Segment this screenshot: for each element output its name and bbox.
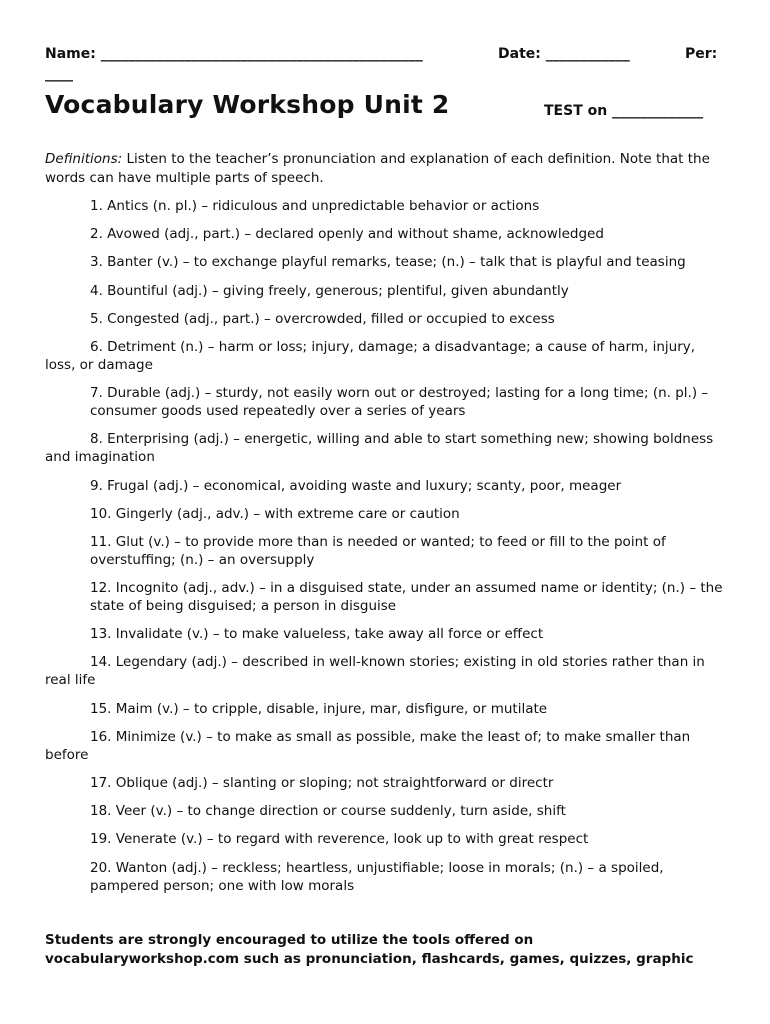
- page-title: Vocabulary Workshop Unit 2: [45, 90, 450, 119]
- instructions-text: Listen to the teacher’s pronunciation and explanation of each definition. Note that the words can have multiple parts of speech.: [45, 151, 710, 186]
- date-field-line: Date: ____________: [498, 46, 630, 62]
- definition-item: 6. Detriment (n.) – harm or loss; injury, damage; a disadvantage; a cause of harm, injury, loss, or damage: [45, 338, 696, 373]
- test-date-line: TEST on _____________: [544, 103, 704, 119]
- definition-item: 4. Bountiful (adj.) – giving freely, generous; plentiful, given abundantly: [90, 282, 569, 299]
- definition-item: 1. Antics (n. pl.) – ridiculous and unpredictable behavior or actions: [90, 198, 540, 214]
- definition-item: 19. Venerate (v.) – to regard with reverence, look up to with great respect: [90, 831, 589, 848]
- definition-item: 9. Frugal (adj.) – economical, avoiding waste and luxury; scanty, poor, meager: [90, 477, 622, 494]
- definition-item: 11. Glut (v.) – to provide more than is needed or wanted; to feed or fill to the point of overstuffing; (n.) – an oversupply: [90, 533, 666, 568]
- footer-note: Students are strongly encouraged to utilize the tools offered on vocabularyworkshop.com such as pronunciation, flashcards, games, quizzes, graphic: [45, 932, 694, 967]
- definition-list: [45, 197, 725, 905]
- instructions-paragraph: [45, 150, 725, 187]
- instructions-lead: Definitions:: [45, 151, 123, 167]
- definition-item: 18. Veer (v.) – to change direction or course suddenly, turn aside, shift: [90, 803, 566, 820]
- name-field-line: Name: ______________________________________________: [45, 46, 423, 62]
- definition-item: 17. Oblique (adj.) – slanting or sloping; not straightforward or directr: [90, 775, 554, 791]
- definition-item: 13. Invalidate (v.) – to make valueless, take away all force or effect: [90, 626, 544, 643]
- definition-item: 10. Gingerly (adj., adv.) – with extreme care or caution: [90, 505, 460, 522]
- definition-item: 5. Congested (adj., part.) – overcrowded, filled or occupied to excess: [90, 310, 555, 327]
- definition-item: 15. Maim (v.) – to cripple, disable, injure, mar, disfigure, or mutilate: [90, 700, 548, 717]
- definition-item: 16. Minimize (v.) – to make as small as possible, make the least of; to make smaller than before: [45, 728, 691, 763]
- definition-item: 20. Wanton (adj.) – reckless; heartless, unjustifiable; loose in morals; (n.) – a spoiled, pampered person; one with low morals: [90, 859, 664, 894]
- period-label: Per:: [685, 46, 718, 62]
- definition-item: 14. Legendary (adj.) – described in well-known stories; existing in old stories rather than in real life: [45, 654, 705, 689]
- definition-item: 2. Avowed (adj., part.) – declared openly and without shame, acknowledged: [90, 226, 604, 243]
- period-blank: ____: [45, 66, 73, 82]
- definition-item: 7. Durable (adj.) – sturdy, not easily worn out or destroyed; lasting for a long time; (n. pl.) – consumer goods used repeatedly over a series of years: [90, 385, 709, 420]
- definition-item: 12. Incognito (adj., adv.) – in a disguised state, under an assumed name or identity; (n.) – the state of being disguised; a person in disguise: [90, 580, 723, 615]
- definition-item: 3. Banter (v.) – to exchange playful remarks, tease; (n.) – talk that is playful and teasing: [90, 254, 686, 271]
- definition-item: 8. Enterprising (adj.) – energetic, willing and able to start something new; showing boldness and imagination: [45, 431, 714, 466]
